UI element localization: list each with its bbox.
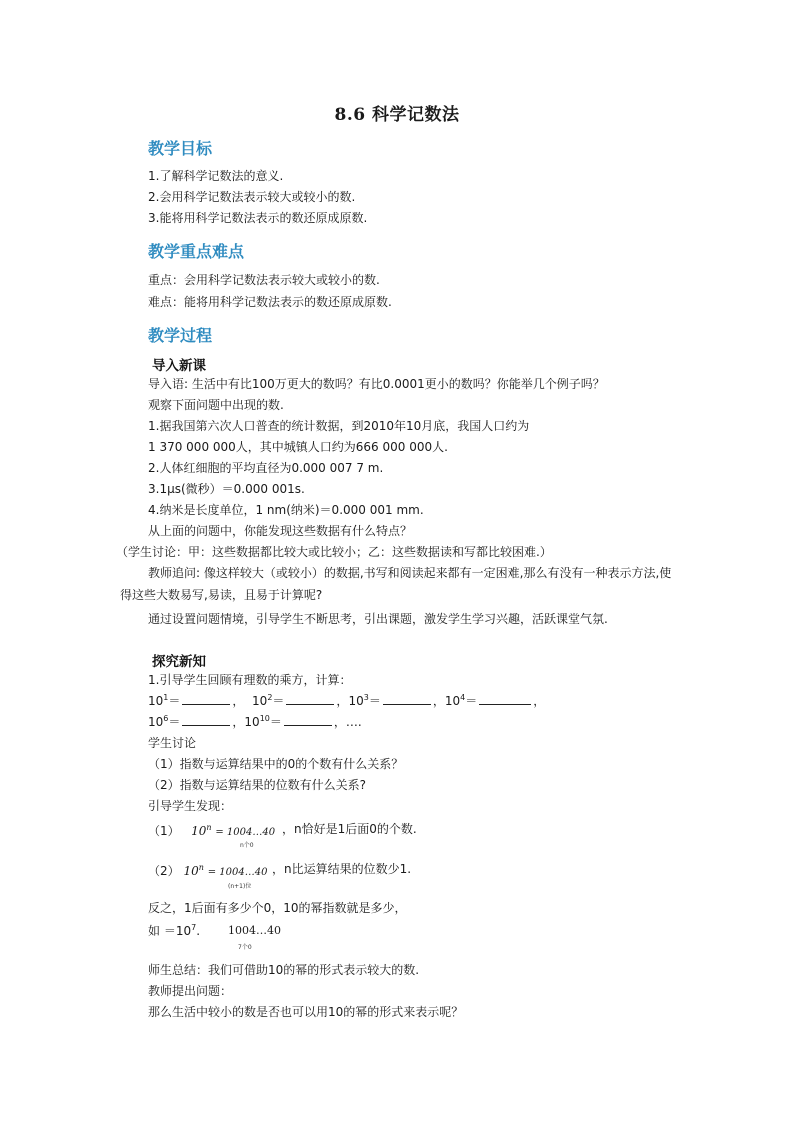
intro-paragraph: 通过设置问题情境，引导学生不断思考，引出课题，激发学生学习兴趣，活跃课堂气氛.	[148, 612, 608, 626]
answer-blank[interactable]	[383, 692, 431, 705]
formula-underbrace-label: (n+1)位	[228, 883, 252, 890]
formula-exp: 7	[191, 923, 197, 932]
formula-note: ，n比运算结果的位数少1.	[272, 862, 412, 876]
key-line: 难点：能将用科学记数法表示的数还原成原数.	[148, 295, 392, 309]
power-exp: 3	[363, 693, 369, 702]
goal-item: 2.会用科学记数法表示较大或较小的数.	[148, 190, 356, 204]
power-base: 10	[252, 694, 268, 708]
formula-2	[148, 862, 267, 879]
power-base: 10	[348, 694, 364, 708]
powers-row: $10^6=$ ，$10^{10}=$ ，….	[148, 714, 362, 729]
explore-line: 引导学生发现：	[148, 799, 233, 813]
explore-line: 学生讨论	[148, 736, 197, 750]
formula-exp: n	[198, 863, 204, 872]
power-exp: 6	[163, 714, 169, 723]
formula-base: 10	[191, 824, 207, 838]
intro-line: 1 370 000 000人，其中城镇人口约为666 000 000人.	[148, 440, 448, 454]
intro-line: （学生讨论：甲：这些数据都比较大或比较小；乙：这些数据读和写都比较困难.）	[116, 545, 552, 559]
answer-blank[interactable]	[182, 713, 230, 726]
formula-underbrace-label: 7个0	[238, 944, 252, 951]
explore-heading: 探究新知	[152, 654, 206, 670]
intro-line: 3.1μs(微秒）＝0.000 001s.	[148, 482, 305, 496]
page-title: 8.6 科学记数法	[334, 105, 460, 125]
intro-line: 观察下面问题中出现的数.	[148, 398, 284, 412]
formula-1	[148, 822, 275, 839]
power-base: 10	[444, 694, 461, 708]
power-exp: 10	[259, 714, 270, 723]
key-line: 重点：会用科学记数法表示较大或较小的数.	[148, 273, 380, 287]
goal-heading: 教学目标	[148, 139, 213, 158]
formula-base: 10	[183, 864, 199, 878]
key-heading: 教学重点难点	[148, 242, 245, 261]
power-exp: 2	[267, 693, 273, 702]
answer-blank[interactable]	[182, 692, 230, 705]
answer-blank[interactable]	[286, 692, 334, 705]
explore-line: 师生总结：我们可借助10的幂的形式表示较大的数.	[148, 963, 420, 977]
power-exp: 4	[460, 693, 466, 702]
formula-underbrace-label: n个0	[240, 842, 254, 849]
explore-line: （2）指数与运算结果的位数有什么关系?	[148, 778, 367, 792]
formula-rhs: = 1004…40	[215, 827, 276, 838]
intro-line: 2.人体红细胞的平均直径为0.000 007 7 m.	[148, 461, 384, 475]
explore-line: 反之，1后面有多少个0，10的幂指数就是多少，	[148, 901, 407, 915]
intro-line: 1.据我国第六次人口普查的统计数据，到2010年10月底，我国人口约为	[148, 419, 530, 433]
intro-line: 从上面的问题中，你能发现这些数据有什么特点？	[148, 524, 413, 538]
goal-item: 3.能将用科学记数法表示的数还原成原数.	[148, 211, 368, 225]
power-base: 10	[244, 715, 260, 729]
formula-label: （2）	[148, 864, 180, 878]
intro-line: 4.纳米是长度单位，1 nm(纳米)＝0.000 001 mm.	[148, 503, 424, 517]
power-base: 10	[148, 694, 164, 708]
power-exp: 1	[163, 693, 169, 702]
explore-line: 那么生活中较小的数是否也可以用10的幂的形式来表示呢？	[148, 1005, 464, 1019]
intro-line: 导入语: 生活中有比100万更大的数吗？有比0.0001更小的数吗？你能举几个例子吗？	[148, 377, 605, 391]
intro-paragraph: 教师追问: 像这样较大（或较小）的数据,书写和阅读起来都有一定困难,那么有没有一种表示方法,使得这些大数易写,易读，且易于计算呢?	[120, 566, 672, 602]
explore-line: 1.引导学生回顾有理数的乘方，计算：	[148, 673, 352, 687]
explore-line: （1）指数与运算结果中的0的个数有什么关系？	[148, 757, 404, 771]
formula-3: 如 $=10^7$.	[148, 923, 201, 938]
answer-blank[interactable]	[284, 713, 332, 726]
answer-blank[interactable]	[479, 692, 531, 705]
formula-label: （1）	[148, 824, 180, 838]
process-heading: 教学过程	[148, 326, 213, 345]
formula-rhs: 1004…40	[228, 924, 281, 937]
formula-note: ，n恰好是1后面0的个数.	[282, 822, 417, 836]
formula-text: 如 ＝10	[148, 924, 192, 938]
goal-item: 1.了解科学记数法的意义.	[148, 169, 284, 183]
power-base: 10	[148, 715, 164, 729]
intro-heading: 导入新课	[152, 358, 206, 374]
ellipsis: …	[345, 715, 358, 729]
formula-exp: n	[206, 823, 212, 832]
powers-row: $10^1=$ ， $10^2=$ ，$10^3=$ ，$10^4=$ ，	[148, 693, 546, 708]
formula-rhs: = 1004…40	[207, 867, 268, 878]
explore-line: 教师提出问题：	[148, 984, 233, 998]
